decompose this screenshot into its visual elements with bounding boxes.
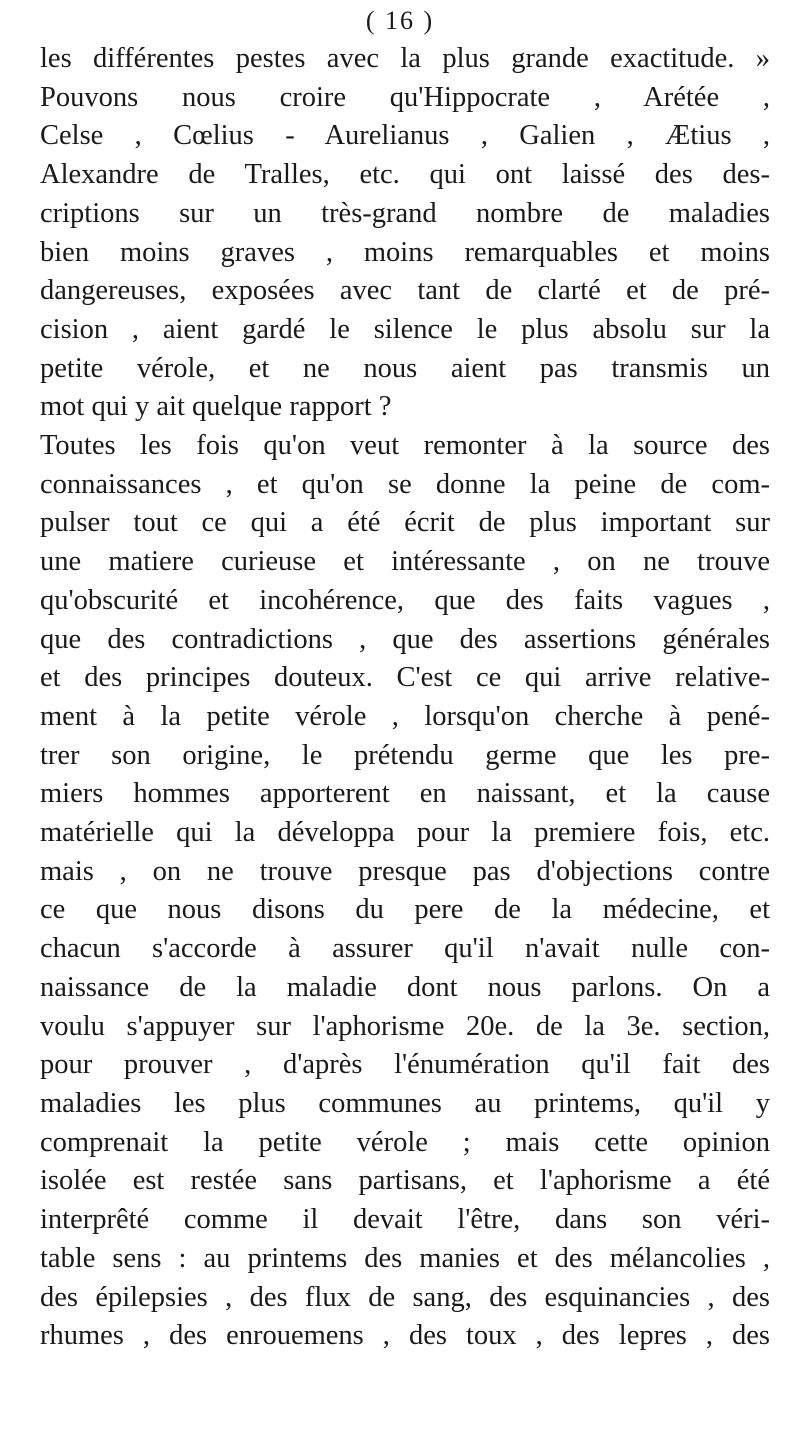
text-line: criptions sur un très-grand nombre de maladies	[40, 197, 770, 229]
text-line: Celse , Cœlius - Aurelianus , Galien , Ætius ,	[40, 120, 770, 152]
text-line: isolée est restée sans partisans, et l'aphorisme a été	[40, 1165, 770, 1197]
paragraph-2	[40, 427, 770, 1356]
text-line: que des contradictions , que des assertions générales	[40, 623, 770, 655]
text-line: qu'obscurité et incohérence, que des faits vagues ,	[40, 584, 770, 616]
text-line: mot qui y ait quelque rapport ?	[40, 391, 392, 423]
text-line: petite vérole, et ne nous aient pas transmis un	[40, 352, 770, 384]
text-line: miers hommes apporterent en naissant, et la cause	[40, 778, 770, 810]
text-line: table sens : au printems des manies et des mélancolies ,	[40, 1242, 770, 1274]
text-line: maladies les plus communes au printems, qu'il y	[40, 1087, 770, 1119]
text-line: Alexandre de Tralles, etc. qui ont laissé des des-	[40, 159, 770, 191]
text-line: bien moins graves , moins remarquables et moins	[40, 236, 770, 268]
text-line: rhumes , des enrouemens , des toux , des lepres , des	[40, 1320, 770, 1352]
text-line: mais , on ne trouve presque pas d'objections contre	[40, 855, 770, 887]
text-line: matérielle qui la développa pour la premiere fois, etc.	[40, 817, 770, 849]
text-line: ment à la petite vérole , lorsqu'on cherche à pené-	[40, 700, 770, 732]
text-line: les différentes pestes avec la plus grande exactitude. »	[40, 43, 770, 74]
paragraph-1	[40, 40, 770, 427]
text-line: chacun s'accorde à assurer qu'il n'avait nulle con-	[40, 933, 770, 965]
text-line: Toutes les fois qu'on veut remonter à la source des	[40, 430, 770, 462]
text-line: interprêté comme il devait l'être, dans son véri-	[40, 1204, 770, 1236]
text-line: naissance de la maladie dont nous parlons. On a	[40, 971, 770, 1003]
text-line: des épilepsies , des flux de sang, des esquinancies , des	[40, 1281, 770, 1313]
text-line: et des principes douteux. C'est ce qui arrive relative-	[40, 662, 770, 694]
text-line: comprenait la petite vérole ; mais cette opinion	[40, 1126, 770, 1158]
text-line: Pouvons nous croire qu'Hippocrate , Arétée ,	[40, 81, 770, 113]
text-line: pulser tout ce qui a été écrit de plus important sur	[40, 507, 770, 539]
page-number: ( 16 )	[365, 6, 435, 35]
text-line: voulu s'appuyer sur l'aphorisme 20e. de la 3e. section,	[40, 1010, 770, 1042]
text-line: trer son origine, le prétendu germe que les pre-	[40, 739, 770, 771]
text-line: dangereuses, exposées avec tant de clarté et de pré-	[40, 275, 770, 307]
body-text	[40, 40, 770, 1356]
text-line: une matiere curieuse et intéressante , on ne trouve	[40, 546, 770, 578]
text-line: pour prouver , d'après l'énumération qu'il fait des	[40, 1049, 770, 1081]
text-line: connaissances , et qu'on se donne la peine de com-	[40, 468, 770, 500]
text-line: cision , aient gardé le silence le plus absolu sur la	[40, 313, 770, 345]
text-line: ce que nous disons du pere de la médecine, et	[40, 894, 770, 926]
